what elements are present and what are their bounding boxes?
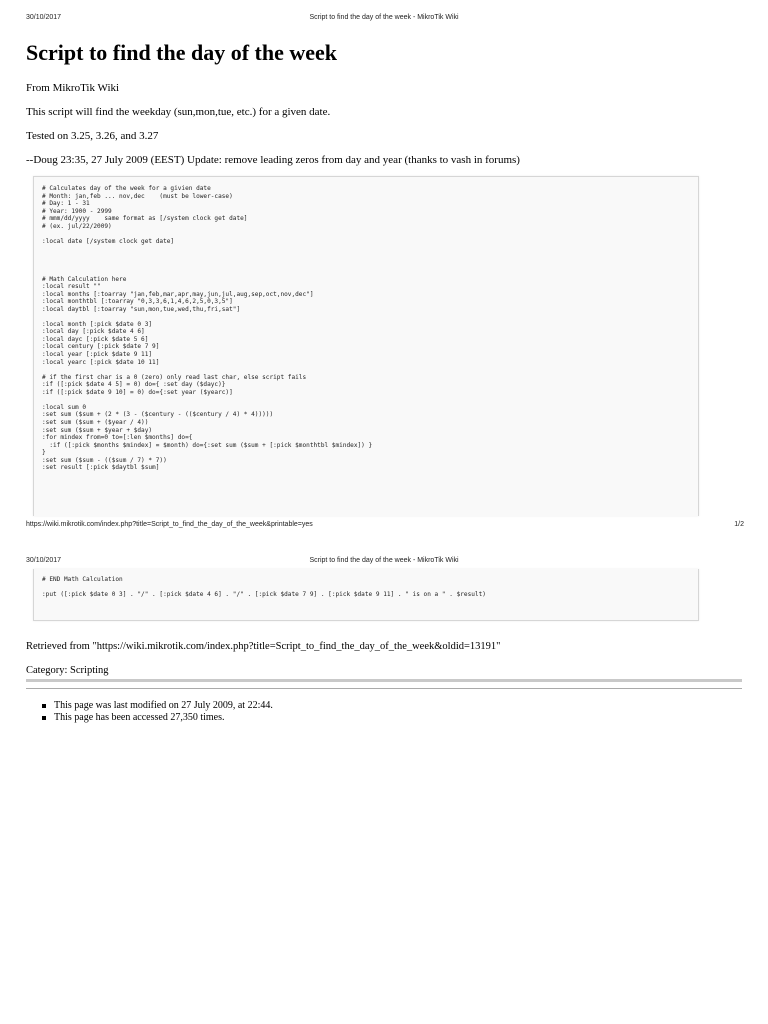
code-line: :for mindex from=0 to=[:len $months] do={ (42, 434, 193, 442)
code-line: :local sum 0 (42, 403, 87, 411)
code-line (42, 245, 698, 253)
code-line: :local year [:pick $date 9 11] (42, 351, 153, 359)
code-line: :local yearc [:pick $date 10 11] (42, 358, 160, 366)
code-line: # Calculates day of the week for a givien date (42, 185, 211, 192)
code-line: # mmm/dd/yyyy same format as [/system clock get date] (42, 215, 248, 223)
print-url: https://wiki.mikrotik.com/index.php?title=Script_to_find_the_day_of_the_week&printable=yes (26, 521, 313, 528)
code-line (42, 366, 698, 374)
code-line: :local month [:pick $date 0 3] (42, 320, 153, 328)
code-line (42, 313, 698, 321)
code-line: :local dayc [:pick $date 5 6] (42, 335, 149, 343)
code-line: :local century [:pick $date 7 9] (42, 343, 160, 351)
print-date: 30/10/2017 (26, 14, 62, 21)
page-number: 1/2 (734, 521, 744, 528)
from-line: From MikroTik Wiki (26, 82, 120, 94)
code-line (42, 253, 698, 261)
code-block-2 (33, 569, 699, 621)
retrieved-from[interactable]: Retrieved from "https://wiki.mikrotik.com/index.php?title=Script_to_find_the_day_of_the_week&oldid=13191" (26, 641, 501, 652)
code-line: :put ([:pick $date 0 3] . "/" . [:pick $date 4 6] . "/" . [:pick $date 7 9] . [:pick $date 9 11] . " is on a " . $result) (42, 591, 486, 599)
code-line: :if ([:pick $months $mindex] = $month) do={:set sum ($sum + [:pick $monthtbl $mindex]) } (42, 441, 373, 449)
print-title-2: Script to find the day of the week - MikroTik Wiki (309, 557, 459, 564)
page-title: Script to find the day of the week (26, 40, 338, 65)
category-label: Category: (26, 665, 68, 676)
update-note: --Doug 23:35, 27 July 2009 (EEST) Update: remove leading zeros from day and year (thanks to vash in forums) (26, 154, 520, 166)
footer-info (26, 700, 273, 724)
code-line (42, 260, 698, 268)
print-title: Script to find the day of the week - MikroTik Wiki (309, 14, 459, 21)
code-line: # END Math Calculation (42, 576, 123, 583)
code-block-1 (33, 176, 699, 516)
code-line: # Month: jan,feb ... nov,dec (must be lower-case) (42, 192, 233, 200)
category-line (26, 665, 109, 676)
code-line: :set result [:pick $daytbl $sum] (42, 464, 160, 472)
code-line: :local result "" (42, 283, 101, 291)
code-line: :local day [:pick $date 4 6] (42, 328, 145, 336)
page-header-2 (0, 557, 768, 569)
category-link[interactable]: Scripting (70, 665, 109, 676)
code-line (42, 268, 698, 276)
code-line: :local months [:toarray "jan,feb,mar,apr,may,jun,jul,aug,sep,oct,nov,dec"] (42, 290, 314, 298)
code-line: # Year: 1900 - 2999 (42, 207, 112, 215)
code-line: :local daytbl [:toarray "sun,mon,tue,wed,thu,fri,sat"] (42, 305, 241, 313)
page-header-1 (0, 14, 768, 26)
code-line: :set sum ($sum + (2 * (3 - ($century - (($century / 4) * 4))))) (42, 411, 274, 419)
code-line: :if ([:pick $date 4 5] = 0) do={ :set day ($dayc)} (42, 381, 226, 389)
code-line (42, 230, 698, 238)
code-line: :if ([:pick $date 9 10] = 0) do={:set year ($yearc)] (42, 388, 233, 396)
description: This script will find the weekday (sun,mon,tue, etc.) for a given date. (26, 106, 331, 118)
code-line (42, 396, 698, 404)
code-line: # Day: 1 - 31 (42, 200, 90, 208)
last-modified: This page was last modified on 27 July 2009, at 22:44. (26, 700, 273, 712)
code-line: :local date [/system clock get date] (42, 237, 175, 245)
category-divider (26, 679, 742, 682)
footer-divider (26, 688, 742, 689)
code-line (42, 584, 698, 592)
code-line: :set sum ($sum - (($sum / 7) * 7)) (42, 456, 167, 464)
code-line: # Math Calculation here (42, 275, 127, 283)
tested-versions: Tested on 3.25, 3.26, and 3.27 (26, 130, 159, 142)
code-line: :local monthtbl [:toarray "0,3,3,6,1,4,6,2,5,0,3,5"] (42, 298, 233, 306)
page-footer-1 (0, 521, 768, 533)
access-count: This page has been accessed 27,350 times. (26, 712, 273, 724)
code-line: :set sum ($sum + $year + $day) (42, 426, 153, 434)
code-line: # if the first char is a 0 (zero) only read last char, else script fails (42, 373, 307, 381)
code-line: :set sum ($sum + ($year / 4)) (42, 418, 149, 426)
print-date-2: 30/10/2017 (26, 557, 62, 564)
code-line: # (ex. jul/22/2009) (42, 222, 112, 230)
code-line: } (42, 449, 46, 457)
